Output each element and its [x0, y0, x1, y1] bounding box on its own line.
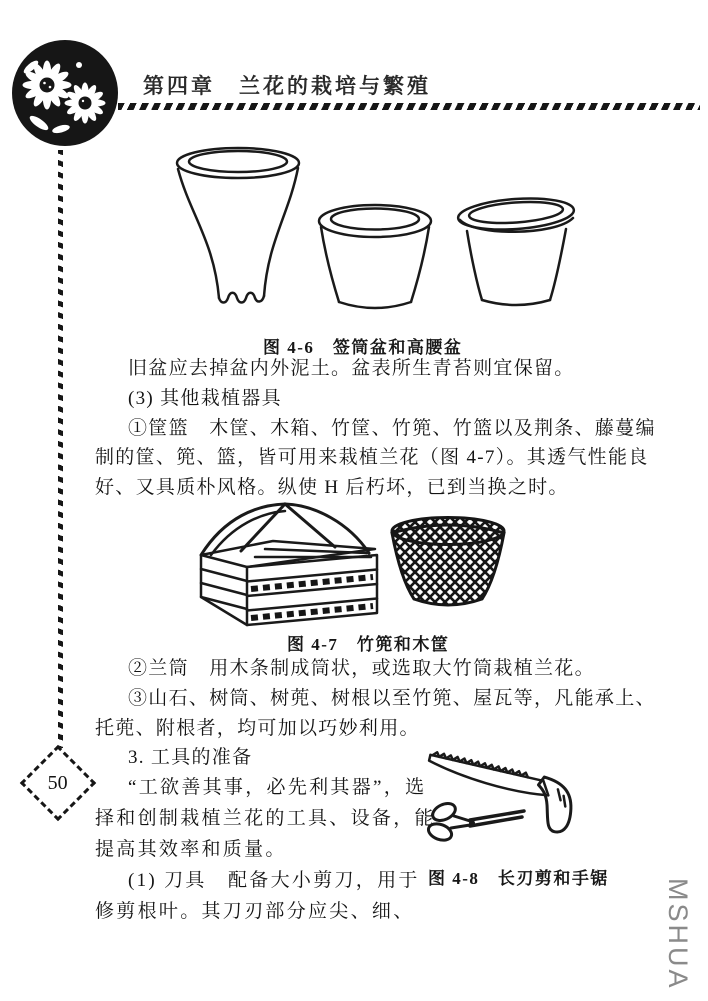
page-number: 50	[48, 771, 68, 794]
body-text-line: 3. 工具的准备	[128, 747, 253, 768]
watermark-text: MSHUA	[663, 878, 693, 991]
body-text-line: “工欲善其事，必先利其器”，选	[128, 777, 427, 798]
body-text-line: 制的筐、篼、篮，皆可用来栽植兰花（图 4-7）。其透气性能良	[95, 447, 649, 468]
body-text-line: (3) 其他栽植器具	[128, 388, 282, 409]
figure-4-8-caption: 图 4-8 长刃剪和手锯	[428, 869, 609, 888]
body-text-line: 择和创制栽植兰花的工具、设备，能	[95, 808, 436, 829]
flower-medallion-icon	[9, 37, 121, 149]
figure-4-7-caption: 图 4-7 竹篼和木筐	[287, 635, 450, 654]
body-text-line: (1) 刀具 配备大小剪刀，用于	[128, 870, 420, 891]
body-text-line: ①筐篮 木筐、木箱、竹筐、竹篼、竹篮以及荆条、藤蔓编	[128, 418, 656, 439]
body-text-line: 托蔸、附根者，均可加以巧妙利用。	[95, 718, 420, 739]
figure-4-6-caption: 图 4-6 签筒盆和高腰盆	[263, 338, 463, 357]
body-text-line: 好、又具质朴风格。纵使 H 后朽坏，已到当换之时。	[95, 477, 569, 498]
figure-4-7-crate-basket-illustration	[185, 497, 510, 627]
body-text-line: 提高其效率和质量。	[95, 839, 287, 860]
margin-dashed-rule	[58, 150, 63, 748]
header-dashed-rule	[118, 103, 700, 110]
body-text-line: 修剪根叶。其刀刃部分应尖、细、	[95, 901, 415, 922]
figure-4-6-pots-illustration	[170, 146, 580, 324]
body-text-line: ②兰筒 用木条制成筒状，或选取大竹筒栽植兰花。	[128, 658, 595, 679]
body-text-line: ③山石、树筒、树蔸、树根以至竹篼、屋瓦等，凡能承上、	[128, 688, 656, 709]
page-number-diamond	[20, 745, 96, 821]
figure-4-8-scissors-saw-illustration	[420, 740, 620, 862]
body-text-line: 旧盆应去掉盆内外泥土。盆表所生青苔则宜保留。	[128, 358, 575, 379]
chapter-title: 第四章 兰花的栽培与繁殖	[143, 74, 431, 98]
